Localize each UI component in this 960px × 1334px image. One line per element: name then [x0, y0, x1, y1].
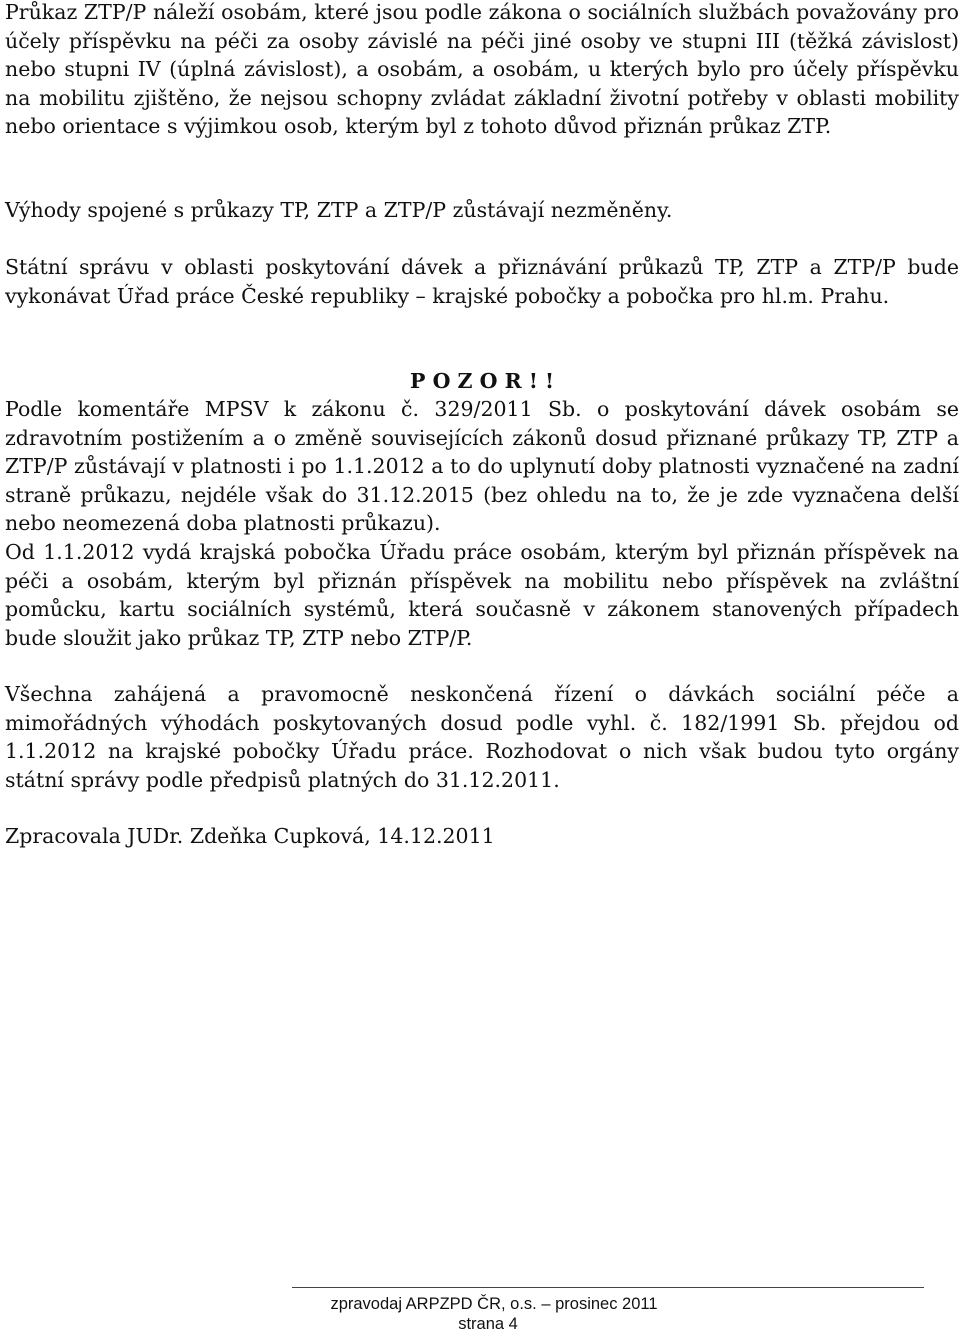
- attention-heading: P O Z O R ! !: [410, 369, 554, 393]
- footer-publication: zpravodaj ARPZPD ČR, o.s. – prosinec 2011: [330, 1295, 658, 1313]
- paragraph-social-card: Od 1.1.2012 vydá krajská pobočka Úřadu práce osobám, kterým byl přiznán příspěvek na péči a osobám, kterým byl přiznán příspěvek na mobilitu nebo příspěvek na zvláštní pomůcku, kartu sociálních systémů, která současně v zákonem stanovených případech bude sloužit jako průkaz TP, ZTP nebo ZTP/P.: [5, 540, 959, 650]
- footer-page-number: strana 4: [458, 1315, 518, 1333]
- footer-divider: [292, 1287, 924, 1288]
- paragraph-mpsv-comment: Podle komentáře MPSV k zákonu č. 329/2011 Sb. o poskytování dávek osobám se zdravotním postižením a o změně souvisejících zákonů dosud přiznané průkazy TP, ZTP a ZTP/P zůstávají v platnosti i po 1.1.2012 a to do uplynutí doby platnosti vyznačené na zadní straně průkazu, nejdéle však do 31.12.2015 (bez ohledu na to, že je zde vyznačena delší nebo neomezená doba platnosti průkazu).: [5, 397, 959, 536]
- paragraph-benefits: Výhody spojené s průkazy TP, ZTP a ZTP/P zůstávají nezměněny.: [5, 198, 673, 222]
- author-signature-line: Zpracovala JUDr. Zdeňka Cupková, 14.12.2011: [5, 824, 495, 848]
- paragraph-ztp-p-card: Průkaz ZTP/P náleží osobám, které jsou podle zákona o sociálních službách považovány pro účely příspěvku na péči za osoby závislé na péči jiné osoby ve stupni III (těžká závislost) nebo stupni IV (úplná závislost), a osobám, a osobám, u kterých bylo pro účely příspěvku na mobilitu zjištěno, že nejsou schopny zvládat základní životní potřeby v oblasti mobility nebo orientace s výjimkou osob, kterým byl z tohoto důvod přiznán průkaz ZTP.: [5, 0, 959, 139]
- paragraph-pending-proceedings: Všechna zahájená a pravomocně neskončená řízení o dávkách sociální péče a mimořádných výhodách poskytovaných dosud podle vyhl. č. 182/1991 Sb. přejdou od 1.1.2012 na krajské pobočky Úřadu práce. Rozhodovat o nich však budou tyto orgány státní správy podle předpisů platných do 31.12.2011.: [5, 682, 959, 792]
- paragraph-state-administration: Státní správu v oblasti poskytování dávek a přiznávání průkazů TP, ZTP a ZTP/P bude vykonávat Úřad práce České republiky – krajské pobočky a pobočka pro hl.m. Prahu.: [5, 255, 959, 308]
